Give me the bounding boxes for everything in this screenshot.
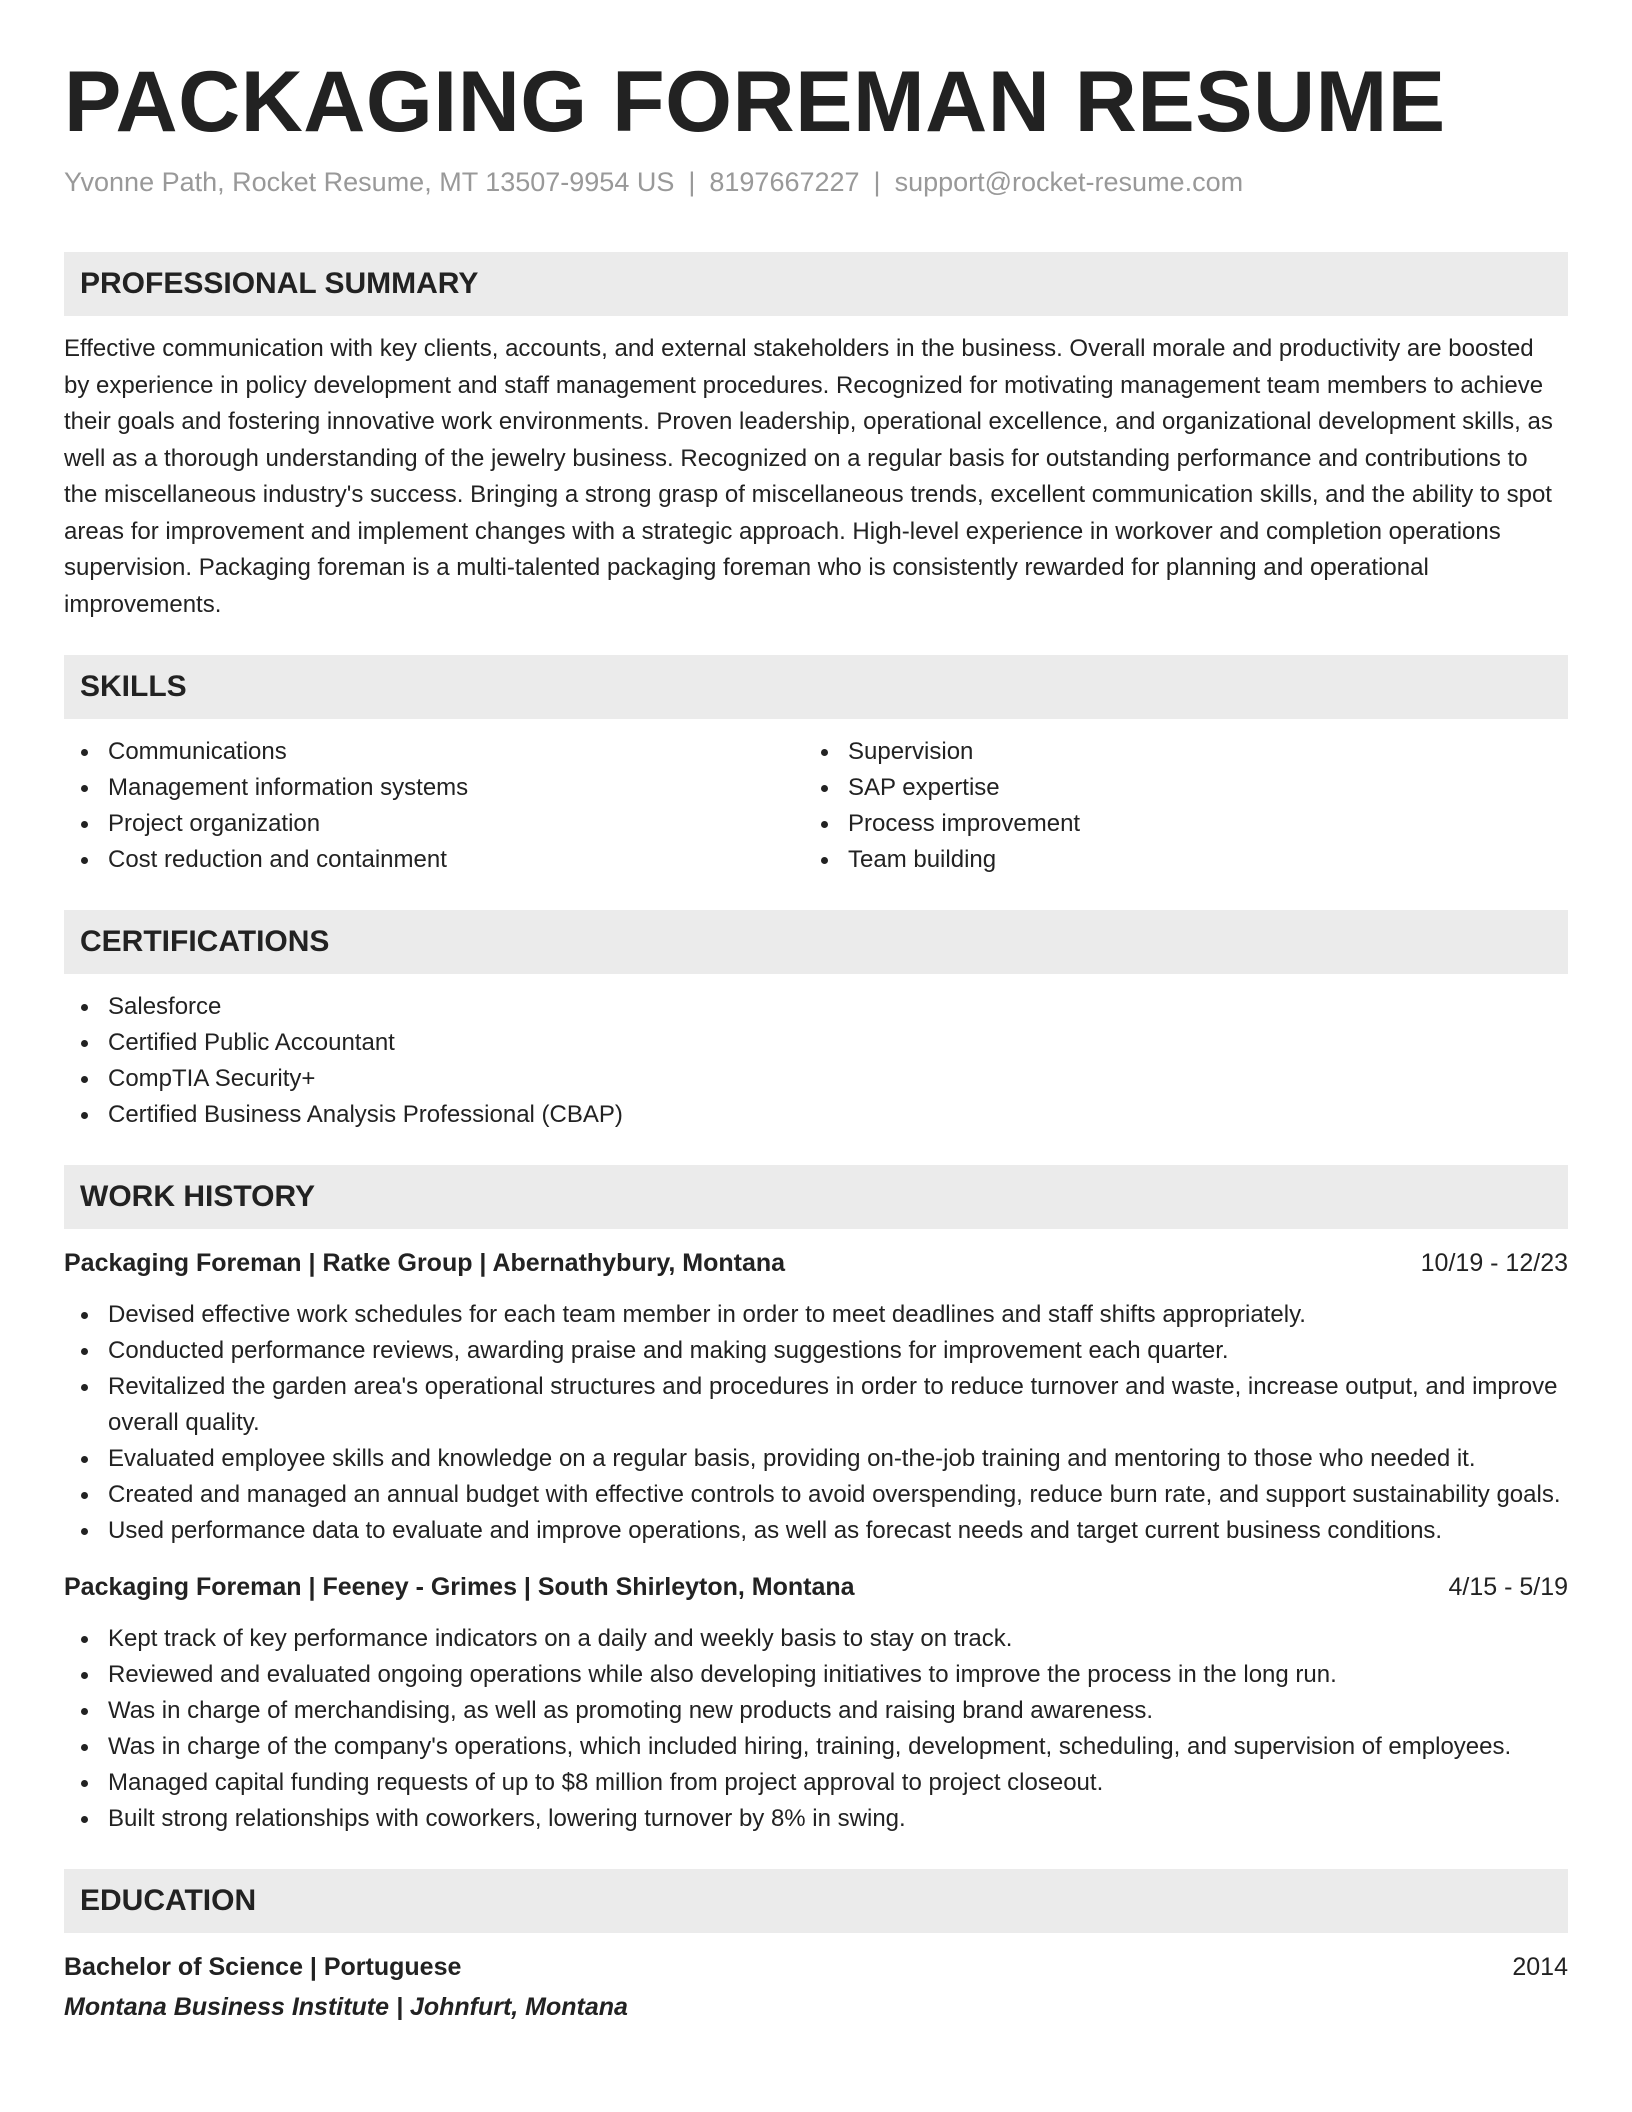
contact-separator: | (688, 167, 696, 197)
education-school: Montana Business Institute | Johnfurt, Montana (64, 1993, 628, 2021)
job-title: Packaging Foreman | Feeney - Grimes | South Shirleyton, Montana (64, 1573, 855, 1601)
job-duties (64, 1297, 1568, 1549)
job-duty: Was in charge of merchandising, as well as promoting new products and raising brand awareness. (64, 1693, 1568, 1729)
section-header-education: EDUCATION (64, 1869, 1568, 1933)
summary-text: Effective communication with key clients, accounts, and external stakeholders in the business. Overall morale and productivity are boosted by experience in policy development and staff management procedures. Recognized for motivating management team members to achieve their goals and fostering innovative work environments. Proven leadership, operational excellence, and organizational development skills, as well as a thorough understanding of the jewelry business. Recognized on a regular basis for outstanding performance and contributions to the miscellaneous industry's success. Bringing a strong grasp of miscellaneous trends, excellent communication skills, and the ability to spot areas for improvement and implement changes with a strategic approach. High-level experience in workover and completion operations supervision. Packaging foreman is a multi-talented packaging foreman who is consistently rewarded for planning and operational improvements. (64, 335, 1553, 618)
job-duties (64, 1621, 1568, 1837)
contact-phone: 8197667227 (709, 167, 860, 197)
job-duty: Evaluated employee skills and knowledge on a regular basis, providing on-the-job training and mentoring to those who needed it. (64, 1441, 1568, 1477)
job-duty: Conducted performance reviews, awarding praise and making suggestions for improvement each quarter. (64, 1333, 1568, 1369)
job-duty: Revitalized the garden area's operational structures and procedures in order to reduce turnover and waste, increase output, and improve overall quality. (64, 1369, 1568, 1441)
education-entry (64, 1949, 1568, 2025)
education-header (64, 1949, 1568, 1985)
job-duty: Reviewed and evaluated ongoing operations while also developing initiatives to improve the process in the long run. (64, 1657, 1568, 1693)
skill-item: Team building (804, 842, 1544, 878)
certification-item: CompTIA Security+ (64, 1061, 1568, 1097)
skill-item: Project organization (64, 806, 804, 842)
job-header (64, 1569, 1568, 1605)
job-entry (64, 1245, 1568, 1549)
contact-separator: | (873, 167, 881, 197)
job-title: Packaging Foreman | Ratke Group | Abernathybury, Montana (64, 1249, 786, 1277)
skill-item: Supervision (804, 734, 1544, 770)
skill-item: Communications (64, 734, 804, 770)
resume-title: PACKAGING FOREMAN RESUME (64, 54, 1446, 150)
skill-item: Management information systems (64, 770, 804, 806)
job-duty: Was in charge of the company's operations, which included hiring, training, development, scheduling, and supervision of employees. (64, 1729, 1568, 1765)
skill-item: Cost reduction and containment (64, 842, 804, 878)
job-dates: 10/19 - 12/23 (1420, 1249, 1568, 1277)
skill-item: Process improvement (804, 806, 1544, 842)
job-duty: Kept track of key performance indicators on a daily and weekly basis to stay on track. (64, 1621, 1568, 1657)
section-header-summary: PROFESSIONAL SUMMARY (64, 252, 1568, 316)
section-header-certifications: CERTIFICATIONS (64, 910, 1568, 974)
certification-item: Certified Public Accountant (64, 1025, 1568, 1061)
skills-column-left (64, 734, 804, 878)
job-duty: Created and managed an annual budget with effective controls to avoid overspending, reduce burn rate, and support sustainability goals. (64, 1477, 1568, 1513)
job-header (64, 1245, 1568, 1281)
skills-column-right (804, 734, 1544, 878)
contact-address: Yvonne Path, Rocket Resume, MT 13507-9954 US (64, 167, 675, 197)
skill-item: SAP expertise (804, 770, 1544, 806)
job-duty: Devised effective work schedules for each team member in order to meet deadlines and staff shifts appropriately. (64, 1297, 1568, 1333)
job-duty: Used performance data to evaluate and improve operations, as well as forecast needs and target current business conditions. (64, 1513, 1568, 1549)
certification-item: Certified Business Analysis Professional (CBAP) (64, 1097, 1568, 1133)
section-header-skills: SKILLS (64, 655, 1568, 719)
job-duty: Built strong relationships with coworkers, lowering turnover by 8% in swing. (64, 1801, 1568, 1837)
certification-item: Salesforce (64, 989, 1568, 1025)
certifications-list (64, 989, 1568, 1133)
education-degree: Bachelor of Science | Portuguese (64, 1953, 462, 1981)
education-year: 2014 (1512, 1953, 1568, 1981)
contact-line (64, 164, 1568, 200)
job-entry (64, 1569, 1568, 1837)
job-dates: 4/15 - 5/19 (1448, 1573, 1568, 1601)
skills-list (64, 734, 1568, 878)
section-header-work-history: WORK HISTORY (64, 1165, 1568, 1229)
job-duty: Managed capital funding requests of up to $8 million from project approval to project closeout. (64, 1765, 1568, 1801)
contact-email: support@rocket-resume.com (894, 167, 1244, 197)
